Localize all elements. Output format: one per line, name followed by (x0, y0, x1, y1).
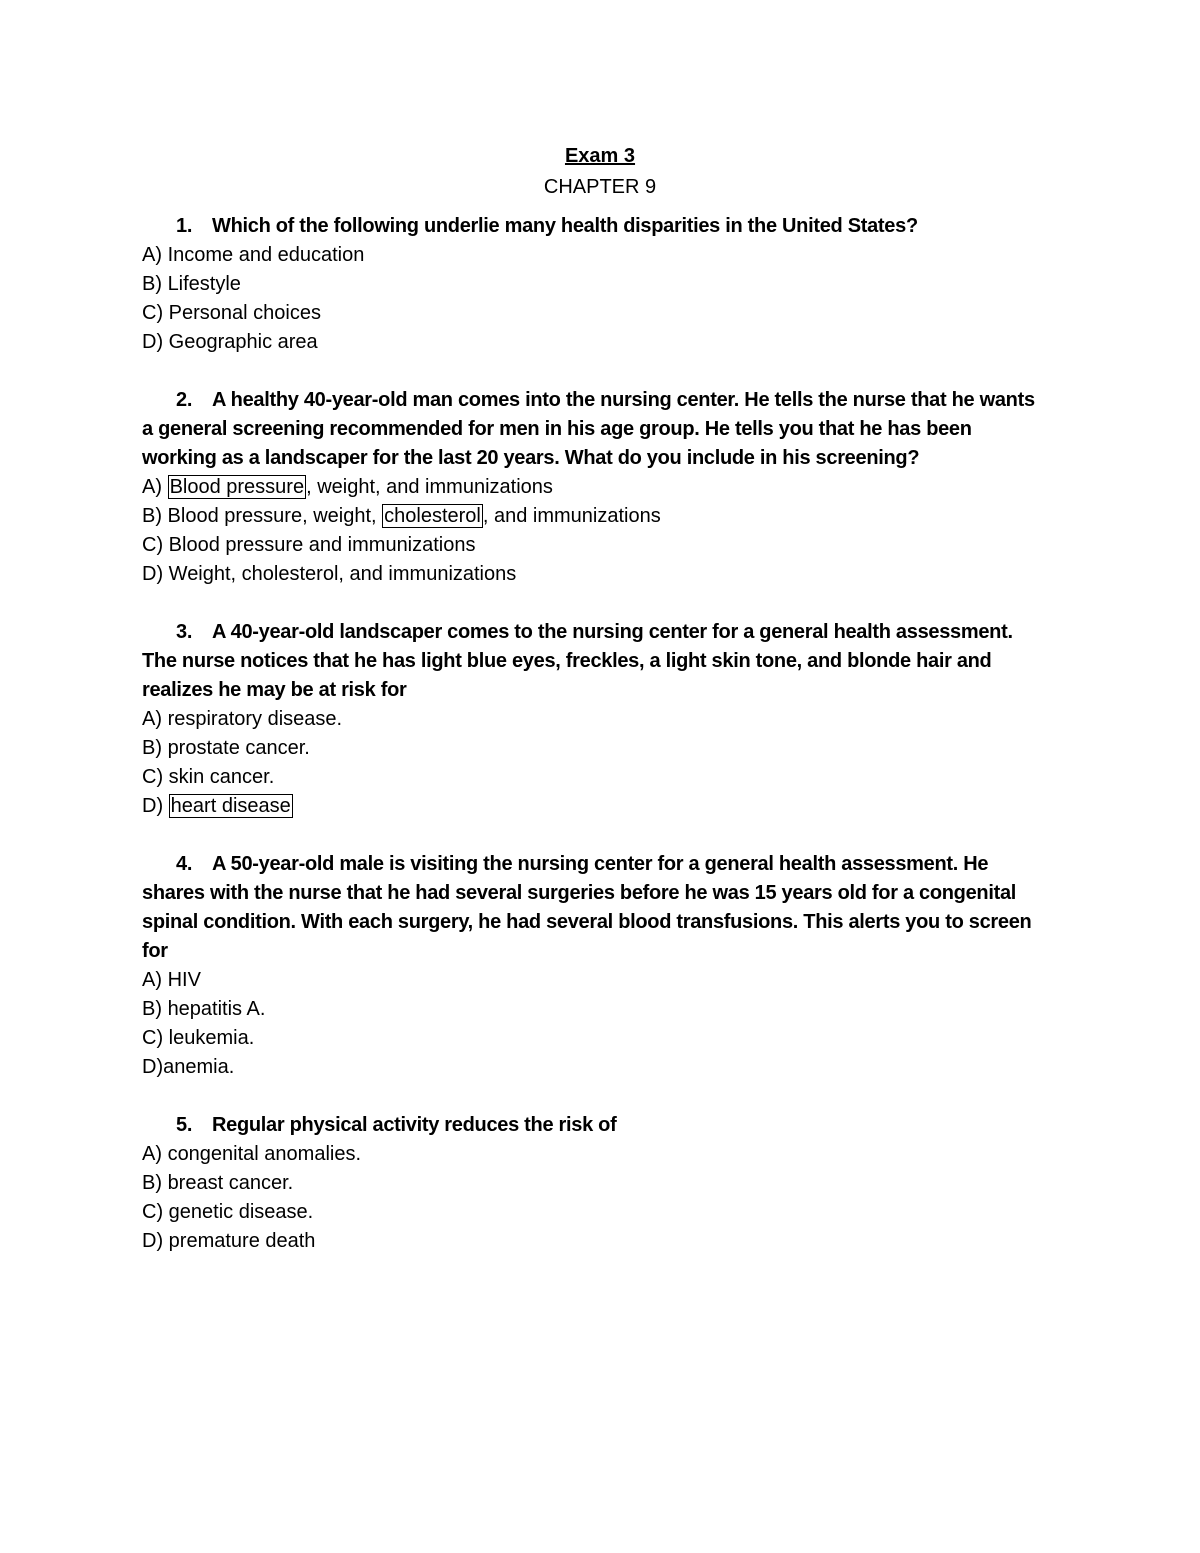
option-text: congenital anomalies. (167, 1143, 362, 1165)
answer-option-a (142, 966, 1042, 995)
answer-option-a (142, 705, 1042, 734)
question-stem (142, 386, 1042, 473)
answer-option-c (142, 531, 1042, 560)
question-text: Regular physical activity reduces the risk of (212, 1114, 617, 1136)
option-prefix: B) (142, 1172, 168, 1194)
question-number: 4. (176, 853, 193, 875)
answer-option-b (142, 502, 1042, 531)
answer-option-c (142, 299, 1042, 328)
question-1 (142, 212, 1042, 357)
question-number: 2. (176, 389, 193, 411)
answer-option-c (142, 1198, 1042, 1227)
option-prefix: C) (142, 766, 169, 788)
answer-option-a (142, 241, 1042, 270)
question-stem (142, 1111, 1042, 1140)
question-text: Which of the following underlie many health disparities in the United States? (212, 215, 918, 237)
option-prefix: D) (142, 563, 169, 585)
option-prefix: D) (142, 1056, 164, 1078)
option-text: HIV (167, 969, 201, 991)
question-stem (142, 850, 1042, 966)
question-2 (142, 386, 1042, 589)
answer-option-d (142, 1227, 1042, 1256)
option-text: premature death (168, 1230, 316, 1252)
option-text: breast cancer. (167, 1172, 294, 1194)
boxed-answer-highlight: Blood pressure (169, 476, 305, 498)
question-3 (142, 618, 1042, 821)
question-text: A healthy 40-year-old man comes into the nursing center. He tells the nurse that he wants a general screening recommended for men in his age group. He tells you that he has been working as a landscaper for the last 20 years. What do you include in his screening? (142, 389, 1035, 469)
question-stem (142, 618, 1042, 705)
answer-option-d (142, 1053, 1042, 1082)
question-5 (142, 1111, 1042, 1256)
chapter-heading: CHAPTER 9 (543, 176, 657, 198)
option-text: Blood pressure and immunizations (168, 534, 476, 556)
question-text: A 50-year-old male is visiting the nursing center for a general health assessment. He shares with the nurse that he had several surgeries before he was 15 years old for a congenital spinal condition. With each surgery, he had several blood transfusions. This alerts you to screen for (142, 853, 1032, 962)
option-text: Income and education (167, 244, 365, 266)
option-prefix: A) (142, 708, 168, 730)
question-number: 1. (176, 215, 193, 237)
answer-option-d (142, 328, 1042, 357)
answer-option-b (142, 1169, 1042, 1198)
option-text: respiratory disease. (167, 708, 343, 730)
answer-option-b (142, 995, 1042, 1024)
answer-option-b (142, 734, 1042, 763)
option-text: Personal choices (168, 302, 321, 324)
question-4 (142, 850, 1042, 1082)
option-text: Lifestyle (167, 273, 241, 295)
boxed-answer-highlight: heart disease (170, 795, 291, 817)
document-body (142, 140, 1042, 1285)
option-text: hepatitis A. (167, 998, 266, 1020)
option-text: Geographic area (168, 331, 318, 353)
option-prefix: C) (142, 1201, 169, 1223)
option-prefix: B) (142, 737, 168, 759)
answer-option-b (142, 270, 1042, 299)
answer-option-c (142, 1024, 1042, 1053)
answer-option-a (142, 1140, 1042, 1169)
option-text: genetic disease. (168, 1201, 314, 1223)
option-prefix: C) (142, 534, 169, 556)
option-prefix: B) (142, 998, 168, 1020)
option-text: prostate cancer. (167, 737, 310, 759)
option-prefix: A) (142, 969, 168, 991)
option-prefix: B) (142, 273, 168, 295)
option-prefix: D) (142, 331, 169, 353)
answer-option-d (142, 792, 1042, 821)
option-prefix: C) (142, 1027, 169, 1049)
exam-title: Exam 3 (564, 145, 636, 167)
option-prefix: B) Blood pressure, weight, (142, 505, 383, 527)
option-text: leukemia. (168, 1027, 255, 1049)
option-text: skin cancer. (168, 766, 275, 788)
option-prefix: A) (142, 476, 168, 498)
question-text: A 40-year-old landscaper comes to the nursing center for a general health assessment. The nurse notices that he has light blue eyes, freckles, a light skin tone, and blonde hair and realizes he may be at risk for (142, 621, 1013, 701)
option-text: Weight, cholesterol, and immunizations (168, 563, 517, 585)
option-prefix: A) (142, 244, 168, 266)
option-text: , and immunizations (482, 505, 661, 527)
answer-option-a (142, 473, 1042, 502)
boxed-answer-highlight: cholesterol (384, 505, 481, 527)
option-prefix: D) (142, 1230, 169, 1252)
question-number: 3. (176, 621, 193, 643)
question-number: 5. (176, 1114, 193, 1136)
option-prefix: A) (142, 1143, 168, 1165)
answer-option-c (142, 763, 1042, 792)
question-stem (142, 212, 1042, 241)
option-prefix: C) (142, 302, 169, 324)
option-text: , weight, and immunizations (306, 476, 553, 498)
option-prefix: D) (142, 795, 169, 817)
option-text: anemia. (163, 1056, 235, 1078)
answer-option-d (142, 560, 1042, 589)
